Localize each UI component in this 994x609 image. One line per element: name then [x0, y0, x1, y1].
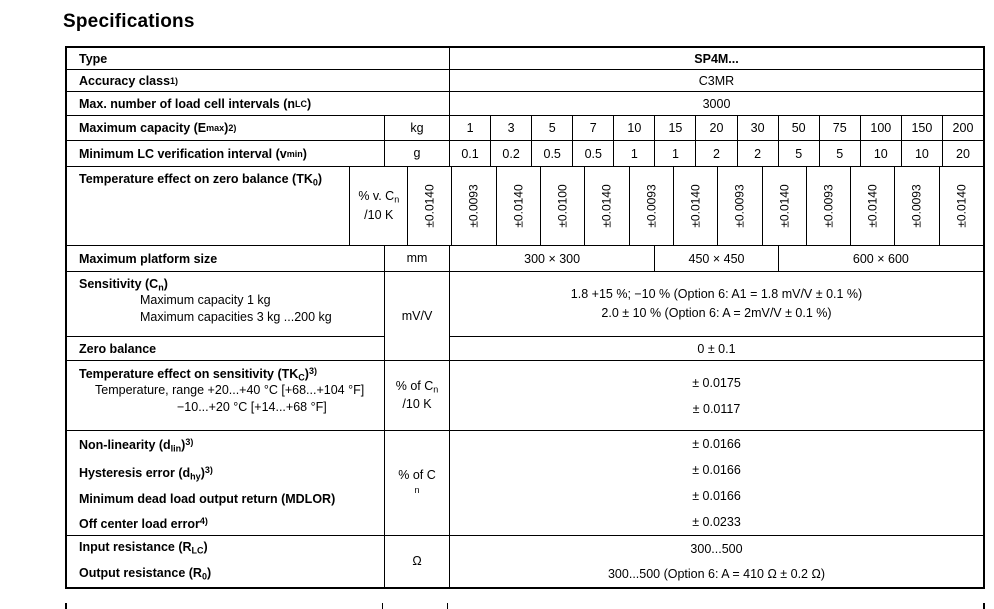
row-verification-interval — [67, 141, 983, 167]
sensitivity-value-1: 1.8 +15 %; −10 % (Option 6: A1 = 1.8 mV/V ± 0.1 %) — [570, 287, 863, 301]
section-sensitivity — [67, 272, 983, 361]
tk0-label: Temperature effect on zero balance $(TK_0)$ — [67, 167, 350, 245]
capacity-value-cell: 3 — [491, 116, 532, 140]
vmin-value-cell: 0.2 — [491, 141, 532, 166]
resistance-values — [450, 536, 983, 587]
vmin-value-cell: 20 — [956, 146, 970, 161]
error-labels — [67, 431, 385, 535]
error-label: Hysteresis error $(d_{hy})^{3)}$ — [79, 465, 213, 482]
error-value: ± 0.0166 — [692, 489, 741, 503]
section-resistance — [67, 536, 983, 587]
tk0-value-cell: ±0.0140 — [954, 184, 969, 228]
capacity-values — [450, 116, 983, 140]
tk0-unit-line1: % v. $C_n$ — [358, 189, 400, 205]
tk0-value-cell: ±0.0093 — [718, 167, 762, 245]
tk0-unit-line2: /10 K — [364, 207, 394, 222]
platform-size-cell: 300 × 300 — [450, 246, 655, 271]
tk0-unit — [350, 167, 408, 245]
error-value: ± 0.0233 — [692, 515, 741, 529]
capacity-value-cell: 5 — [532, 116, 573, 140]
error-label: Off center load error$^{4)}$ — [79, 515, 208, 531]
sensitivity-label-column — [67, 272, 385, 360]
tkc-unit — [385, 361, 450, 430]
tkc-value-cell — [450, 361, 983, 430]
row-load-cell-intervals — [67, 92, 983, 116]
vmin-value-cell: 5 — [820, 141, 861, 166]
capacity-value-cell: 30 — [738, 116, 779, 140]
tkc-unit-line2: /10 K — [402, 397, 432, 412]
row-type — [67, 48, 983, 70]
intervals-value: 3000 — [702, 96, 731, 111]
vmin-value-cell: 1 — [655, 141, 696, 166]
sensitivity-label: Sensitivity $(C_n)$ — [79, 277, 168, 293]
resistance-label: Output resistance $(R_0)$ — [79, 565, 212, 581]
tk0-values — [408, 167, 983, 245]
platform-label: Maximum platform size — [67, 246, 385, 271]
vmin-value-cell: 2 — [738, 141, 779, 166]
vmin-value-cell: 10 — [902, 141, 943, 166]
capacity-value-cell: 1 — [450, 116, 491, 140]
row-platform-size — [67, 246, 983, 272]
sensitivity-subline-1: Maximum capacity 1 kg — [140, 293, 271, 308]
type-label: Type — [67, 48, 450, 69]
platform-size-cell: 600 × 600 — [852, 251, 909, 266]
tk0-value-cell: ±0.0093 — [452, 167, 496, 245]
error-value: ± 0.0166 — [692, 463, 741, 477]
tk0-value-cell: ±0.0093 — [895, 167, 939, 245]
capacity-value-cell: 75 — [820, 116, 861, 140]
capacity-value-cell: 20 — [696, 116, 737, 140]
capacity-label: Maximum capacity (E max ) 2) — [67, 116, 385, 140]
tkc-value-2: ± 0.0117 — [692, 401, 741, 416]
vmin-values — [450, 141, 983, 166]
capacity-value-cell: 150 — [902, 116, 943, 140]
sensitivity-unit: mV/V — [385, 272, 450, 360]
sensitivity-label-cell — [67, 272, 384, 337]
capacity-value-cell: 50 — [779, 116, 820, 140]
resistance-unit: Ω — [385, 536, 450, 587]
vmin-value-cell: 2 — [696, 141, 737, 166]
zero-balance-value: 0 ± 0.1 — [697, 341, 736, 356]
sensitivity-subline-2: Maximum capacities 3 kg ...200 kg — [140, 310, 332, 325]
error-label: Minimum dead load output return (MDLOR) — [79, 491, 336, 506]
accuracy-class-value: C3MR — [698, 73, 735, 88]
resistance-value: 300...500 (Option 6: A = 410 Ω ± 0.2 Ω) — [607, 567, 825, 582]
row-maximum-capacity — [67, 116, 983, 141]
sensitivity-value-column — [450, 272, 983, 360]
sensitivity-value-2: 2.0 ± 10 % (Option 6: A = 2mV/V ± 0.1 %) — [601, 306, 832, 320]
capacity-value-cell: 200 — [952, 121, 974, 135]
next-stub-unit-column — [383, 603, 448, 609]
vmin-value-cell: 10 — [861, 141, 902, 166]
capacity-value-cell: 100 — [861, 116, 902, 140]
specifications-table — [65, 46, 985, 589]
intervals-label: Max. number of load cell intervals (n LC ) — [67, 92, 450, 115]
error-values — [450, 431, 983, 535]
error-value: ± 0.0166 — [692, 437, 741, 451]
platform-values — [450, 246, 983, 271]
vmin-value-cell: 0.5 — [573, 141, 614, 166]
tkc-unit-line1: % of $C_n$ — [395, 378, 439, 395]
platform-unit: mm — [385, 246, 450, 271]
section-errors — [67, 431, 983, 536]
vmin-value-cell: 0.5 — [532, 141, 573, 166]
error-label: Non-linearity $(d_{lin})^{3)}$ — [79, 437, 194, 454]
resistance-labels — [67, 536, 385, 587]
tkc-value-1: ± 0.0175 — [692, 375, 741, 390]
next-stub-label-column — [67, 603, 383, 609]
resistance-label: Input resistance $(R_{LC})$ — [79, 540, 208, 556]
tk0-value-cell: ±0.0140 — [674, 167, 718, 245]
tkc-label-cell — [67, 361, 385, 430]
tk0-value-cell: ±0.0100 — [541, 167, 585, 245]
zero-balance-label: Zero balance — [79, 341, 157, 356]
platform-size-cell: 450 × 450 — [655, 246, 779, 271]
vmin-value-cell: 5 — [779, 141, 820, 166]
capacity-value-cell: 7 — [573, 116, 614, 140]
row-temp-zero-balance — [67, 167, 983, 246]
tk0-value-cell: ±0.0140 — [585, 167, 629, 245]
page-title: Specifications — [63, 11, 195, 32]
type-value: SP4M... — [694, 51, 739, 66]
tk0-value-cell: ±0.0140 — [497, 167, 541, 245]
tk0-value-cell: ±0.0140 — [851, 167, 895, 245]
row-temp-sensitivity — [67, 361, 983, 431]
tkc-label: Temperature effect on sensitivity $(TK_C)^{3)}$ — [79, 366, 317, 383]
tk0-value-cell: ±0.0093 — [807, 167, 851, 245]
capacity-value-cell: 10 — [614, 116, 655, 140]
vmin-label: Minimum LC verification interval (v min ) — [67, 141, 385, 166]
error-unit: % of C n — [385, 431, 450, 535]
resistance-value: 300...500 — [690, 541, 743, 556]
tkc-range-line2: −10...+20 °C [+14...+68 °F] — [177, 400, 327, 415]
vmin-unit: g — [385, 141, 450, 166]
vmin-value-cell: 1 — [614, 141, 655, 166]
row-accuracy-class — [67, 70, 983, 92]
capacity-value-cell: 15 — [655, 116, 696, 140]
tk0-value-cell: ±0.0140 — [408, 167, 452, 245]
capacity-unit: kg — [385, 116, 450, 140]
tk0-value-cell: ±0.0140 — [763, 167, 807, 245]
next-table-stub — [65, 603, 985, 609]
vmin-value-cell: 0.1 — [450, 141, 491, 166]
next-stub-value-column — [448, 603, 983, 609]
tk0-value-cell: ±0.0093 — [630, 167, 674, 245]
sensitivity-value-cell — [450, 272, 983, 337]
accuracy-class-label: Accuracy class 1) — [67, 70, 450, 91]
tkc-range-line1: Temperature, range +20...+40 °C [+68...+104 °F] — [95, 383, 365, 398]
